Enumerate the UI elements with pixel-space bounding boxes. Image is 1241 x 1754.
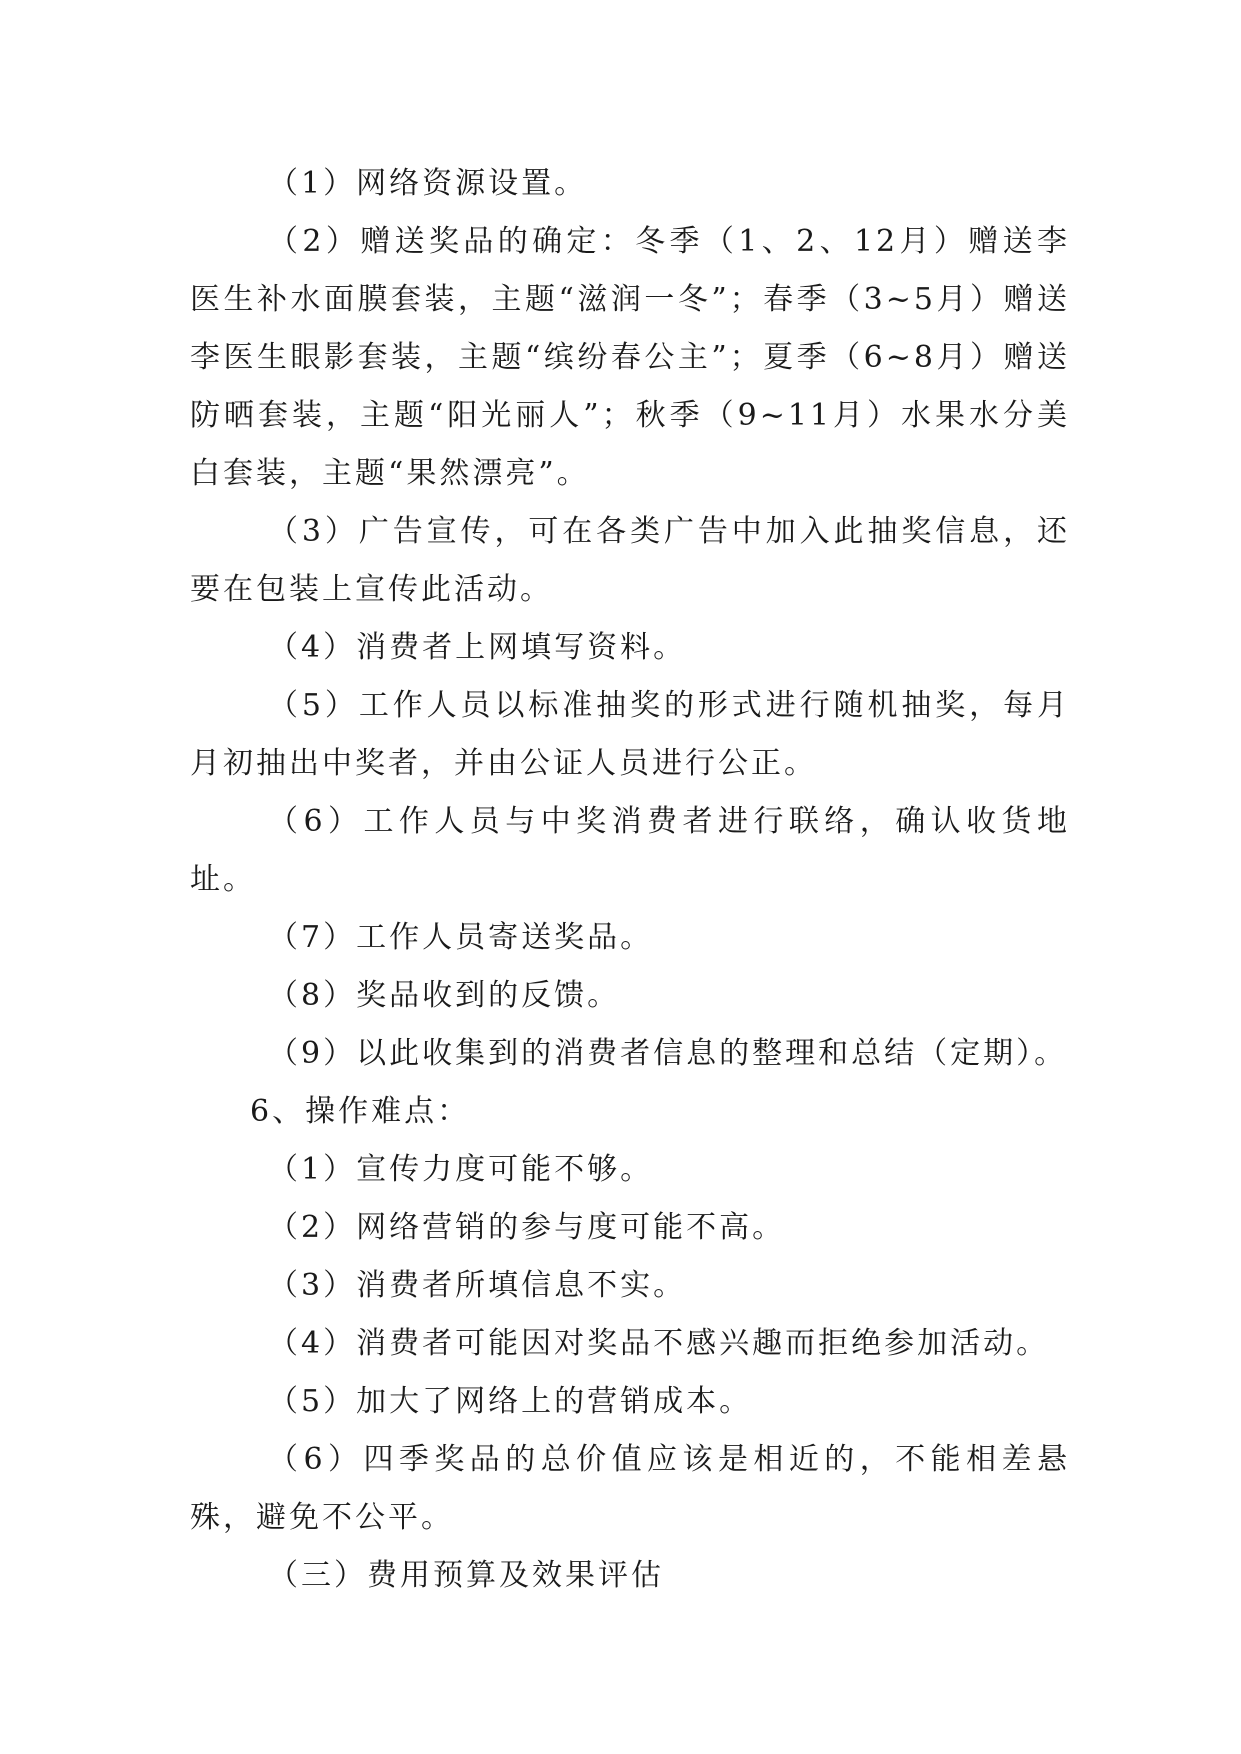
paragraph: （3）广告宣传，可在各类广告中加入此抽奖信息，还要在包装上宣传此活动。 [190,514,1070,607]
section-heading: 6、操作难点： [250,1094,471,1129]
paragraph: （5）加大了网络上的营销成本。 [268,1384,753,1419]
paragraph: （4）消费者可能因对奖品不感兴趣而拒绝参加活动。 [268,1326,1050,1361]
section-heading: （三）费用预算及效果评估 [268,1558,664,1593]
paragraph: （3）消费者所填信息不实。 [268,1268,687,1303]
paragraph: （1）宣传力度可能不够。 [268,1152,654,1187]
paragraph: （6）四季奖品的总价值应该是相近的，不能相差悬殊，避免不公平。 [190,1442,1070,1535]
document-body [190,155,1070,1605]
paragraph: （2）赠送奖品的确定：冬季（1、2、12月）赠送李医生补水面膜套装，主题“滋润一冬”；春季（3~5月）赠送李医生眼影套装，主题“缤纷春公主”；夏季（6~8月）赠送防晒套装，主题“阳光丽人”；秋季（9~11月）水果水分美白套装，主题“果然漂亮”。 [190,224,1070,491]
paragraph: （8）奖品收到的反馈。 [268,978,621,1013]
paragraph: （2）网络营销的参与度可能不高。 [268,1210,786,1245]
paragraph: （7）工作人员寄送奖品。 [268,920,654,955]
paragraph: （1）网络资源设置。 [268,166,588,201]
paragraph: （4）消费者上网填写资料。 [268,630,687,665]
paragraph: （5）工作人员以标准抽奖的形式进行随机抽奖，每月月初抽出中奖者，并由公证人员进行公正。 [190,688,1070,781]
paragraph: （9）以此收集到的消费者信息的整理和总结（定期）。 [268,1036,1068,1071]
paragraph: （6）工作人员与中奖消费者进行联络，确认收货地址。 [190,804,1070,897]
